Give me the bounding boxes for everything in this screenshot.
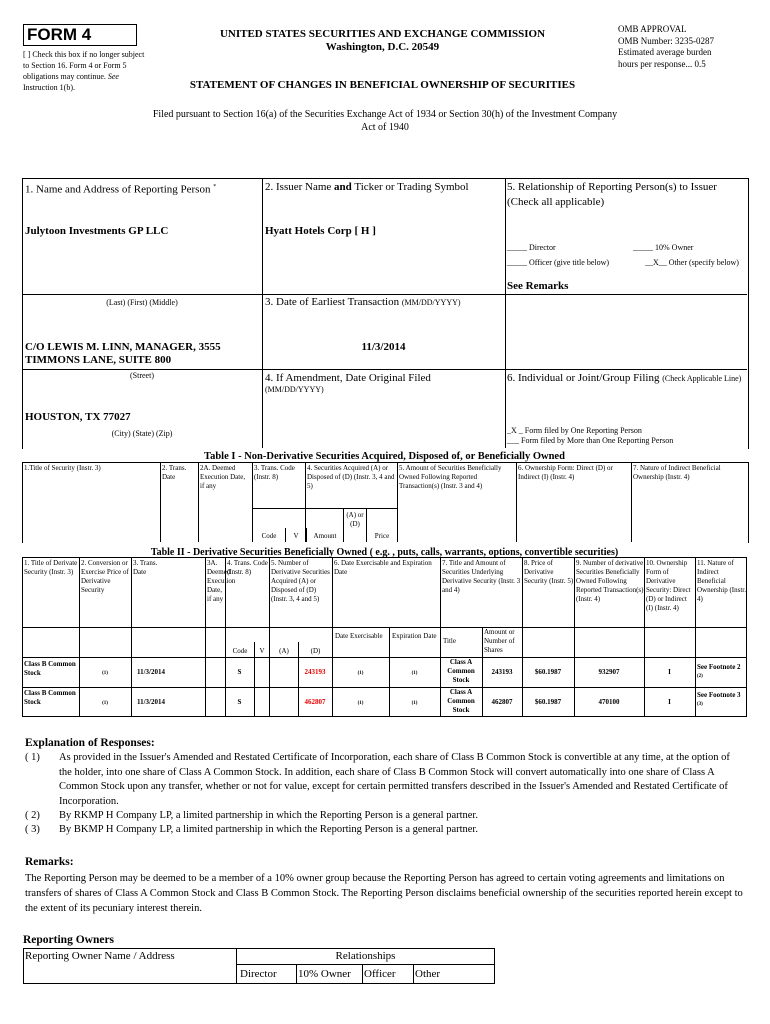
- reporting-person-name: Julytoon Investments GP LLC: [25, 225, 169, 237]
- t1-col2a: 2A. Deemed Execution Date, if any: [200, 464, 246, 490]
- t2-row-exp: (1): [411, 671, 418, 676]
- t2-sub-amt: Amount or Number of Shares: [484, 628, 515, 654]
- t2-row-nature: See Footnote 2 $^{(2)}$: [697, 663, 741, 679]
- issuer-name: Hyatt Hotels Corp [ H ]: [265, 225, 376, 237]
- t2-row-form: I: [668, 668, 671, 676]
- explanation-heading: Explanation of Responses:: [25, 737, 155, 749]
- t2-col3: 3. Trans. Date: [133, 559, 158, 576]
- street-address: C/O LEWIS M. LINN, MANAGER, 3555 TIMMONS LANE, SUITE 800: [25, 341, 221, 366]
- t2-row-exer: (1): [357, 671, 364, 676]
- t2-row-form: I: [668, 698, 671, 706]
- t2-col11: 11. Nature of Indirect Beneficial Ownership (Instr. 4): [697, 559, 746, 603]
- t1-col7: 7. Nature of Indirect Beneficial Ownership (Instr. 4): [633, 464, 721, 481]
- remarks-heading: Remarks:: [25, 856, 74, 868]
- t2-row-price: $60.1987: [534, 668, 562, 676]
- filing-more-persons: ___ Form filed by More than One Reporting Person: [507, 436, 674, 445]
- t2-sub-title: Title: [443, 637, 456, 645]
- see-remarks: See Remarks: [507, 280, 569, 292]
- t2-row-owned: 932907: [598, 668, 620, 676]
- form-title: FORM 4: [23, 24, 137, 46]
- owners-sub-officer: Officer: [364, 968, 396, 980]
- city-state-zip: HOUSTON, TX 77027: [25, 411, 131, 423]
- t2-col2: 2. Conversion or Exercise Price of Derivative Security: [81, 559, 129, 594]
- box3-label: 3. Date of Earliest Transaction (MM/DD/YYYY): [265, 296, 461, 308]
- t1-col2: 2. Trans. Date: [162, 464, 187, 481]
- owners-sub-ten-pct: 10% Owner: [298, 968, 351, 980]
- t2-col10: 10. Ownership Form of Derivative Security: Direct (D) or Indirect (I) (Instr. 4): [646, 559, 691, 612]
- agency-name: UNITED STATES SECURITIES AND EXCHANGE COMMISSION: [219, 28, 546, 40]
- street-label: (Street): [130, 371, 154, 380]
- t2-col4: 4. Trans. Code (Instr. 8): [227, 559, 268, 576]
- omb-approval: OMB APPROVAL OMB Number: 3235-0287 Estimated average burden hours per response... 0.5: [618, 24, 714, 69]
- earliest-transaction-date: 11/3/2014: [361, 341, 406, 353]
- t2-sub-exp: Expiration Date: [392, 632, 437, 640]
- t2-row-exp: (1): [411, 701, 418, 706]
- t2-row-und-title: Class A Common Stock: [447, 658, 475, 684]
- statement-title: STATEMENT OF CHANGES IN BENEFICIAL OWNERSHIP OF SECURITIES: [189, 79, 576, 91]
- t2-sub-d: (D): [310, 647, 321, 655]
- t1-sub-v: V: [293, 532, 299, 540]
- explanation-item: ( 3) By BKMP H Company LP, a limited partnership in which the Reporting Person is a general partner.: [25, 824, 478, 835]
- t1-col5: 5. Amount of Securities Beneficially Owned Following Reported Transaction(s) (Instr. 3 and 4): [399, 464, 502, 490]
- box1-label: 1. Name and Address of Reporting Person *: [25, 183, 217, 196]
- t1-col6: 6. Ownership Form: Direct (D) or Indirect (I) (Instr. 4): [518, 464, 613, 481]
- owners-sub-director: Director: [240, 968, 277, 980]
- relationship-other: __X__ Other (specify below): [645, 258, 739, 267]
- t2-row-code: S: [237, 668, 242, 676]
- t2-sub-exer: Date Exercisable: [335, 632, 383, 640]
- owners-sub-other: Other: [415, 968, 441, 980]
- table2-title: Table II - Derivative Securities Beneficially Owned ( e.g. , puts, calls, warrants, options, convertible securities): [150, 547, 619, 558]
- name-parts-label: (Last) (First) (Middle): [106, 298, 178, 307]
- box4-format: (MM/DD/YYYY): [265, 385, 324, 394]
- agency-city: Washington, D.C. 20549: [325, 41, 440, 53]
- t2-col9: 9. Number of derivative Securities Beneficially Owned Following Reported Transaction(s) (Instr. 4): [576, 559, 644, 603]
- t1-sub-price: Price: [374, 532, 390, 540]
- t2-row-owned: 470100: [598, 698, 620, 706]
- t2-row-date: 11/3/2014: [136, 668, 165, 676]
- t2-row-disposed: 462807: [304, 698, 326, 706]
- t2-row-date: 11/3/2014: [136, 698, 165, 706]
- t2-row-disposed: 243193: [304, 668, 326, 676]
- t2-row-conv: (1): [102, 701, 108, 706]
- check-box-note: [ ] Check this box if no longer subject to Section 16. Form 4 or Form 5 obligations may continue. See Instruction 1(b).: [23, 50, 145, 92]
- t1-sub-amount: Amount: [313, 532, 337, 540]
- t1-col3: 3. Trans. Code (Instr. 8): [254, 464, 295, 481]
- relationship-director: _____ Director: [507, 243, 556, 252]
- box5-sub: (Check all applicable): [507, 196, 605, 208]
- t2-sub-code: Code: [232, 647, 248, 655]
- t1-sub-aord: (A) or (D): [346, 511, 364, 528]
- relationship-ten-pct: _____ 10% Owner: [633, 243, 694, 252]
- t2-row-nature: See Footnote 3 $^{(3)}$: [697, 691, 741, 707]
- remarks-text: The Reporting Person may be deemed to be a member of a 10% owner group because the Reporting Person has agreed to certain voting agreements and limitations on transfers of shares of Class A Common Stock and Class B Common Stock. The Reporting Person disclaims beneficial ownership of the securities reported herein except to the extent of its pecuniary interest therein.: [25, 873, 743, 914]
- t2-row-und-amt: 243193: [491, 668, 513, 676]
- t2-row-code: S: [237, 698, 242, 706]
- relationship-officer: _____ Officer (give title below): [507, 258, 610, 267]
- table1-title: Table I - Non-Derivative Securities Acquired, Disposed of, or Beneficially Owned: [204, 451, 565, 462]
- top-grid: [22, 178, 749, 449]
- t2-row-title: Class B Common Stock: [24, 689, 76, 706]
- t2-col7: 7. Title and Amount of Securities Underlying Derivative Security (Instr. 3 and 4): [442, 559, 521, 594]
- t1-col1: 1.Title of Security (Instr. 3): [24, 464, 101, 472]
- t2-row-und-title: Class A Common Stock: [447, 688, 475, 714]
- t2-row-conv: (1): [102, 671, 108, 676]
- t2-col6: 6. Date Exercisable and Expiration Date: [334, 559, 432, 576]
- t2-col5: 5. Number of Derivative Securities Acquired (A) or Disposed of (D) (Instr. 3, 4 and 5): [271, 559, 330, 603]
- filing-one-person: _X _ Form filed by One Reporting Person: [507, 426, 642, 435]
- box2-label: 2. Issuer Name and Ticker or Trading Symbol: [265, 181, 469, 193]
- t2-row-title: Class B Common Stock: [24, 660, 76, 677]
- owners-col-relationships: Relationships: [335, 950, 396, 962]
- t2-sub-v: V: [259, 647, 265, 655]
- owners-heading: Reporting Owners: [23, 934, 115, 946]
- t2-row-und-amt: 462807: [491, 698, 513, 706]
- box4-label: 4. If Amendment, Date Original Filed: [265, 372, 431, 384]
- explanation-item: ( 2) By RKMP H Company LP, a limited partnership in which the Reporting Person is a general partner.: [25, 810, 478, 821]
- owners-col-name: Reporting Owner Name / Address: [25, 950, 175, 962]
- t1-sub-code: Code: [261, 532, 277, 540]
- t2-row-price: $60.1987: [534, 698, 562, 706]
- t2-col3a: 3A. Deemed Execution Date, if any: [207, 559, 236, 603]
- filed-pursuant: Filed pursuant to Section 16(a) of the Securities Exchange Act of 1934 or Section 30(h) of the Investment Company Act of 1940: [152, 109, 618, 133]
- t1-col4: 4. Securities Acquired (A) or Disposed of (D) (Instr. 3, 4 and 5): [307, 464, 395, 490]
- t2-col1: 1. Title of Derivate Security (Instr. 3): [24, 559, 78, 576]
- explanation-item: ( 1) As provided in the Issuer's Amended and Restated Certificate of Incorporation, each share of Class B Common Stock is convertible at any time, at the option of the holder, into one share of Class A Common Stock. In addition, each share of Class B Common Stock will convert automatically into one share of Class A Common Stock upon any transfer, whether or not for value, except for certain permitted transfers described in the Issuer's Amended and Restated Certificate of Incorporation.: [25, 752, 730, 807]
- t2-col8: 8. Price of Derivative Security (Instr. 5): [524, 559, 574, 585]
- t2-sub-a: (A): [279, 647, 289, 655]
- t2-row-exer: (1): [357, 701, 364, 706]
- box5-label: 5. Relationship of Reporting Person(s) to Issuer: [507, 181, 717, 193]
- box6-label: 6. Individual or Joint/Group Filing (Check Applicable Line): [507, 372, 742, 384]
- city-label: (City) (State) (Zip): [111, 429, 173, 438]
